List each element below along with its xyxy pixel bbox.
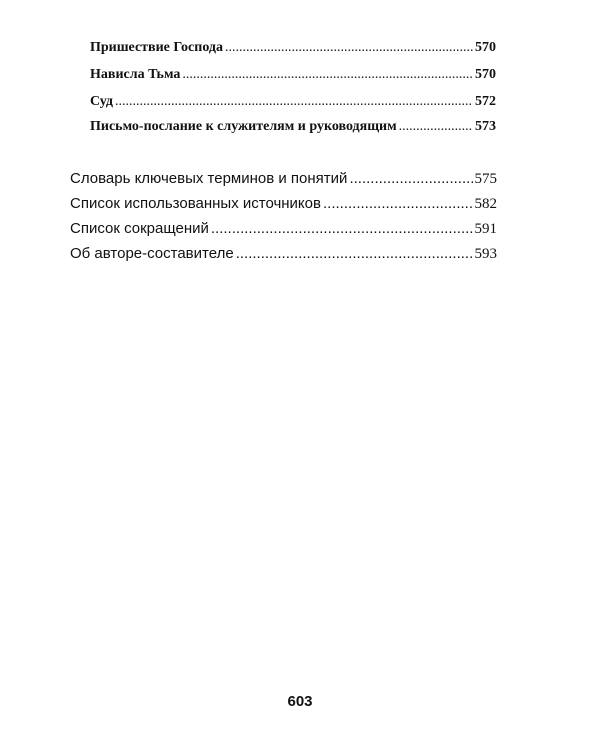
toc-entry-page: 593 [474,246,497,262]
toc-entry-page: 582 [474,196,497,212]
page-number: 603 [287,693,313,710]
toc-dot-leader [399,119,473,135]
toc-entry [90,94,496,110]
toc-entry-title: Суд [90,94,113,109]
toc-dot-leader [182,67,473,83]
toc-dot-leader [236,245,473,262]
toc-dot-leader [349,170,472,187]
toc-entry-page: 570 [475,40,496,55]
toc-entry-title: Список использованных источников [70,195,321,212]
toc-dot-leader [225,40,473,56]
toc-entry-title: Словарь ключевых терминов и понятий [70,170,348,187]
toc-entry-title: Список сокращений [70,220,209,237]
toc-entry [90,40,496,56]
toc-entry [70,245,497,263]
toc-entry-page: 591 [474,221,497,237]
toc-dot-leader [211,220,473,237]
toc-entry [90,119,496,135]
toc-entry [70,170,497,188]
toc-entry-title: Пришествие Господа [90,40,224,55]
toc-entry-title: Нависла Тьма [90,67,181,82]
toc-entry-page: 572 [475,94,496,109]
toc-entry [70,220,497,238]
toc-entry-page: 573 [475,119,496,134]
toc-entry-title: Письмо-послание к служителям и руководящим [90,119,397,134]
toc-dot-leader [115,94,473,110]
toc-entry-title: Об авторе-составителе [70,245,234,262]
toc-entry [90,67,496,83]
toc-entry [70,195,497,213]
toc-dot-leader [323,195,473,212]
toc-entry-page: 570 [475,67,496,82]
toc-entry-page: 575 [474,171,497,187]
